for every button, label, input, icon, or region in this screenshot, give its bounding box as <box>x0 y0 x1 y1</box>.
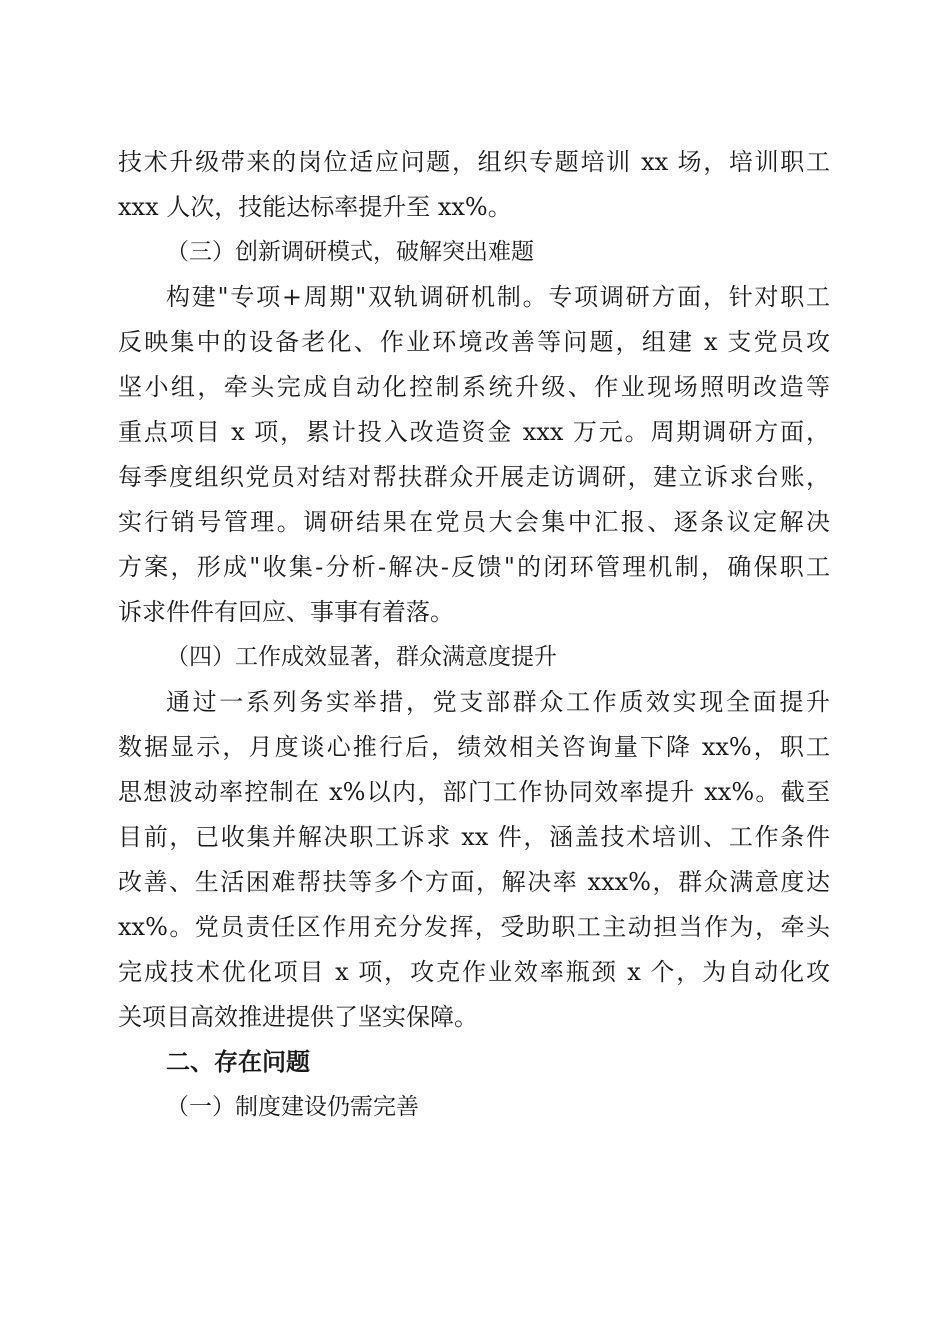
heading-3: （三）创新调研模式，破解突出难题 <box>166 239 534 265</box>
text-line: 诉求件件有回应、事事有着落。 <box>118 598 454 626</box>
text-line: 反映集中的设备老化、作业环境改善等问题，组建 x 支党员攻 <box>118 328 830 356</box>
text-line: 思想波动率控制在 x%以内，部门工作协同效率提升 xx%。截至 <box>118 778 830 806</box>
text-line: 构建"专项+周期"双轨调研机制。专项调研方面，针对职工 <box>166 283 830 311</box>
text-line: 关项目高效推进提供了坚实保障。 <box>118 1003 478 1031</box>
paragraph-continued <box>118 140 830 230</box>
text-line: 重点项目 x 项，累计投入改造资金 xxx 万元。周期调研方面， <box>118 418 830 446</box>
text-line: 目前，已收集并解决职工诉求 xx 件，涵盖技术培训、工作条件 <box>118 823 830 851</box>
document-page <box>118 140 830 1130</box>
text-line: 每季度组织党员对结对帮扶群众开展走访调研，建立诉求台账， <box>118 463 830 491</box>
text-line: 改善、生活困难帮扶等多个方面，解决率 xxx%，群众满意度达 <box>118 868 830 896</box>
sub-heading: （一）制度建设仍需完善 <box>166 1094 419 1120</box>
text-line: xxx 人次，技能达标率提升至 xx%。 <box>118 193 512 221</box>
text-line: 方案，形成"收集-分析-解决-反馈"的闭环管理机制，确保职工 <box>118 553 830 581</box>
paragraph-4 <box>118 680 830 1040</box>
text-line: 通过一系列务实举措，党支部群众工作质效实现全面提升 <box>166 688 830 716</box>
text-line: 数据显示，月度谈心推行后，绩效相关咨询量下降 xx%，职工 <box>118 733 830 761</box>
heading-4: （四）工作成效显著，群众满意度提升 <box>166 644 557 670</box>
text-line: xx%。党员责任区作用充分发挥，受助职工主动担当作为，牵头 <box>118 913 830 941</box>
text-line: 坚小组，牵头完成自动化控制系统升级、作业现场照明改造等 <box>118 373 830 401</box>
text-line: 技术升级带来的岗位适应问题，组织专题培训 xx 场，培训职工 <box>118 148 830 176</box>
text-line: 实行销号管理。调研结果在党员大会集中汇报、逐条议定解决 <box>118 508 830 536</box>
text-line: 完成技术优化项目 x 项，攻克作业效率瓶颈 x 个，为自动化攻 <box>118 958 830 986</box>
paragraph-3 <box>118 275 830 635</box>
section-title: 二、存在问题 <box>166 1048 310 1076</box>
